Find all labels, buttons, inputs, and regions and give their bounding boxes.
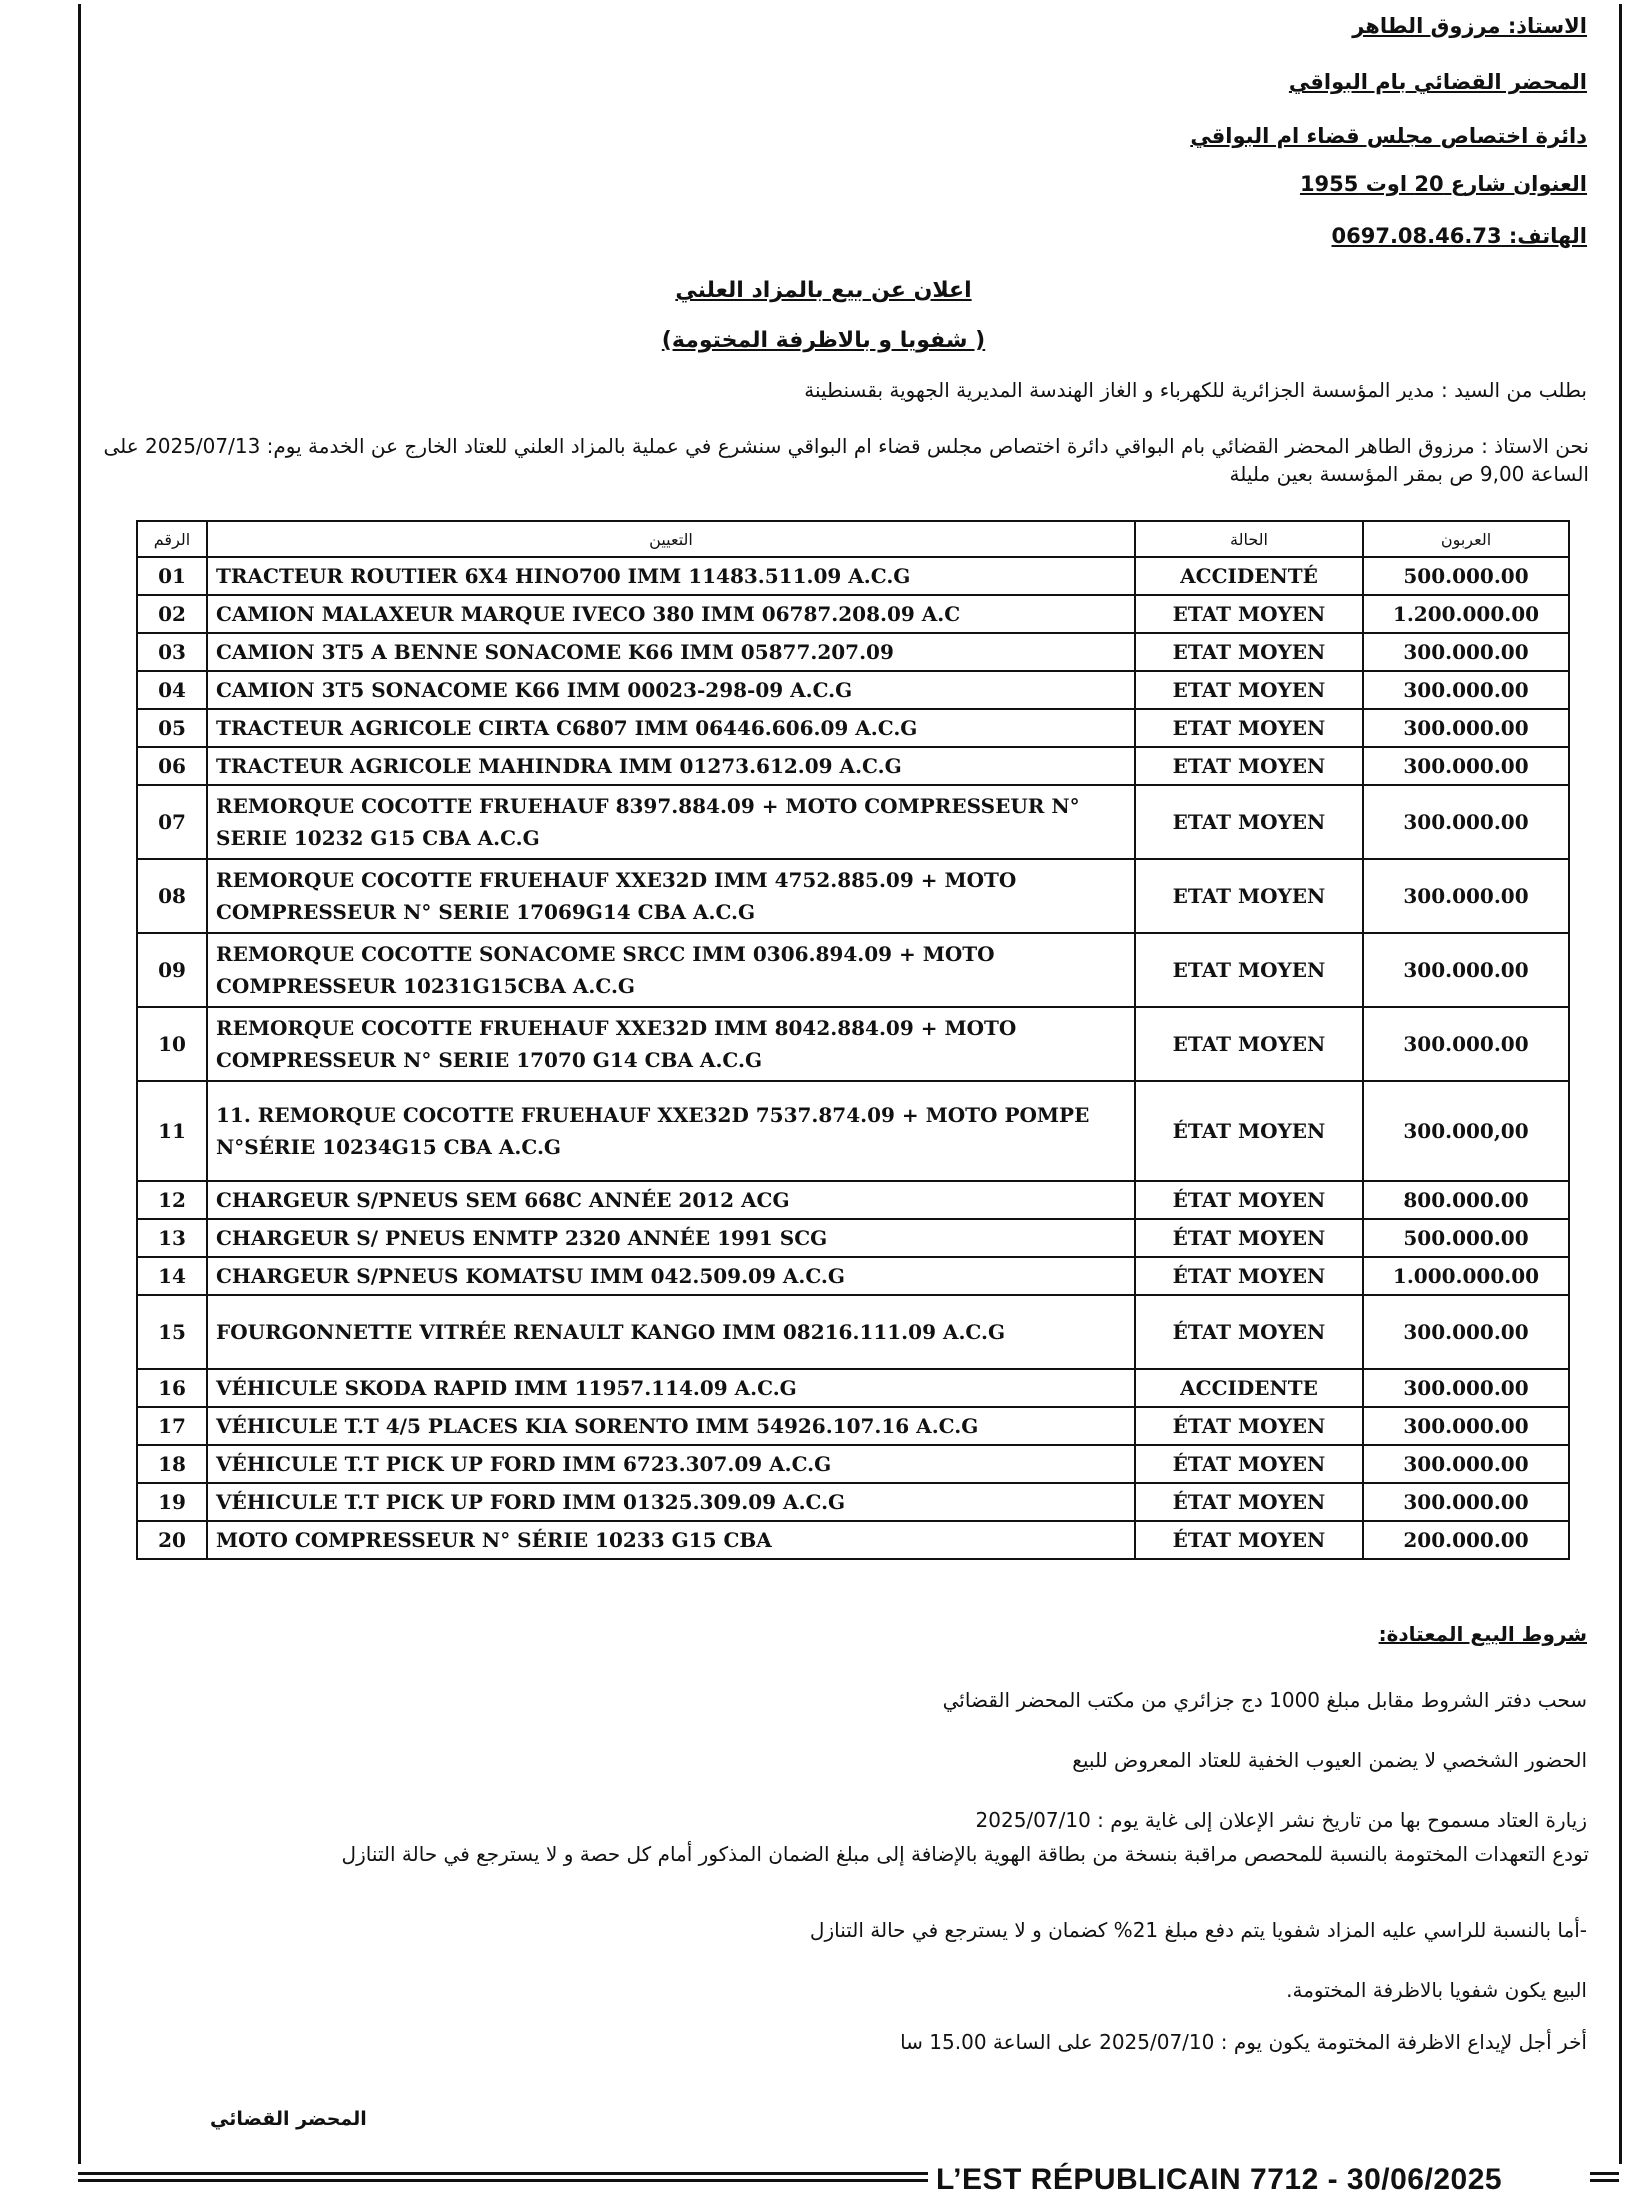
- item-number: 15: [137, 1295, 207, 1369]
- item-deposit: 300.000.00: [1363, 1483, 1569, 1521]
- item-number: 06: [137, 747, 207, 785]
- conditions-title: شروط البيع المعتادة:: [1378, 1622, 1587, 1646]
- table-row: [137, 1257, 1569, 1295]
- table-row: [137, 1483, 1569, 1521]
- item-deposit: 300.000.00: [1363, 933, 1569, 1007]
- table-row: [137, 595, 1569, 633]
- item-state: ÉTAT MOYEN: [1135, 1295, 1363, 1369]
- condition-6: البيع يكون شفويا بالاظرفة المختومة.: [1286, 1978, 1587, 2002]
- item-deposit: 300.000.00: [1363, 1445, 1569, 1483]
- address: العنوان شارع 20 اوت 1955: [1299, 172, 1587, 196]
- item-deposit: 300.000.00: [1363, 1369, 1569, 1407]
- item-number: 07: [137, 785, 207, 859]
- item-designation: VÉHICULE T.T 4/5 PLACES KIA SORENTO IMM 54926.107.16 A.C.G: [207, 1407, 1135, 1445]
- table-row: [137, 859, 1569, 933]
- jurisdiction: دائرة اختصاص مجلس قضاء ام البواقي: [1190, 124, 1587, 148]
- bottom-rule-left: [78, 2172, 928, 2182]
- header-state: الحالة: [1135, 521, 1363, 557]
- item-state: ETAT MOYEN: [1135, 709, 1363, 747]
- item-state: ETAT MOYEN: [1135, 933, 1363, 1007]
- intro-paragraph: نحن الاستاذ : مرزوق الطاهر المحضر القضائي بام البواقي دائرة اختصاص مجلس قضاء ام البواقي سنشرع في عملية بالمزاد العلني للعتاد الخارج عن الخدمة يوم: 2025/07/13 على الساعة 9,00 ص بمقر المؤسسة بعين مليلة: [103, 434, 1589, 486]
- item-number: 16: [137, 1369, 207, 1407]
- table-row: [137, 1081, 1569, 1181]
- item-designation: REMORQUE COCOTTE SONACOME SRCC IMM 0306.894.09 + MOTO COMPRESSEUR 10231G15CBA A.C.G: [207, 933, 1135, 1007]
- item-designation: TRACTEUR ROUTIER 6X4 HINO700 IMM 11483.511.09 A.C.G: [207, 557, 1135, 595]
- item-state: ETAT MOYEN: [1135, 785, 1363, 859]
- item-designation: CHARGEUR S/ PNEUS ENMTP 2320 ANNÉE 1991 SCG: [207, 1219, 1135, 1257]
- condition-1: سحب دفتر الشروط مقابل مبلغ 1000 دج جزائري من مكتب المحضر القضائي: [942, 1688, 1587, 1712]
- table-row: [137, 1295, 1569, 1369]
- item-number: 12: [137, 1181, 207, 1219]
- item-deposit: 300.000.00: [1363, 1295, 1569, 1369]
- newspaper-banner: L’EST RÉPUBLICAIN 7712 - 30/06/2025: [930, 2163, 1508, 2197]
- item-deposit: 200.000.00: [1363, 1521, 1569, 1559]
- item-deposit: 300.000.00: [1363, 747, 1569, 785]
- item-deposit: 300.000.00: [1363, 859, 1569, 933]
- item-designation: VÉHICULE T.T PICK UP FORD IMM 01325.309.09 A.C.G: [207, 1483, 1135, 1521]
- item-state: ETAT MOYEN: [1135, 595, 1363, 633]
- item-state: ÉTAT MOYEN: [1135, 1257, 1363, 1295]
- item-deposit: 500.000.00: [1363, 557, 1569, 595]
- item-deposit: 300.000.00: [1363, 1007, 1569, 1081]
- item-state: ETAT MOYEN: [1135, 671, 1363, 709]
- item-deposit: 300.000.00: [1363, 633, 1569, 671]
- item-state: ÉTAT MOYEN: [1135, 1483, 1363, 1521]
- item-designation: REMORQUE COCOTTE FRUEHAUF XXE32D IMM 8042.884.09 + MOTO COMPRESSEUR N° SERIE 17070 G14 CBA A.C.G: [207, 1007, 1135, 1081]
- item-number: 11: [137, 1081, 207, 1181]
- item-state: ÉTAT MOYEN: [1135, 1521, 1363, 1559]
- item-designation: TRACTEUR AGRICOLE CIRTA C6807 IMM 06446.606.09 A.C.G: [207, 709, 1135, 747]
- item-designation: FOURGONNETTE VITRÉE RENAULT KANGO IMM 08216.111.09 A.C.G: [207, 1295, 1135, 1369]
- notice-title: اعلان عن بيع بالمزاد العلني: [675, 278, 972, 303]
- item-number: 03: [137, 633, 207, 671]
- item-deposit: 1.200.000.00: [1363, 595, 1569, 633]
- item-state: ÉTAT MOYEN: [1135, 1445, 1363, 1483]
- item-number: 04: [137, 671, 207, 709]
- item-state: ACCIDENTÉ: [1135, 557, 1363, 595]
- lawyer-role: المحضر القضائي بام البواقي: [1288, 70, 1587, 94]
- item-designation: CAMION 3T5 SONACOME K66 IMM 00023-298-09 A.C.G: [207, 671, 1135, 709]
- item-designation: TRACTEUR AGRICOLE MAHINDRA IMM 01273.612.09 A.C.G: [207, 747, 1135, 785]
- item-number: 20: [137, 1521, 207, 1559]
- item-number: 14: [137, 1257, 207, 1295]
- header-designation: التعيين: [207, 521, 1135, 557]
- item-number: 02: [137, 595, 207, 633]
- item-number: 18: [137, 1445, 207, 1483]
- table-row: [137, 1521, 1569, 1559]
- table-row: [137, 747, 1569, 785]
- table-row: [137, 1219, 1569, 1257]
- condition-5: -أما بالنسبة للراسي عليه المزاد شفويا يتم دفع مبلغ 21% كضمان و لا يسترجع في حالة التنازل: [809, 1918, 1587, 1942]
- item-deposit: 300.000.00: [1363, 1407, 1569, 1445]
- item-designation: REMORQUE COCOTTE FRUEHAUF 8397.884.09 + MOTO COMPRESSEUR N° SERIE 10232 G15 CBA A.C.G: [207, 785, 1135, 859]
- item-designation: CHARGEUR S/PNEUS KOMATSU IMM 042.509.09 A.C.G: [207, 1257, 1135, 1295]
- table-row: [137, 933, 1569, 1007]
- table-row: [137, 1369, 1569, 1407]
- table-row: [137, 1007, 1569, 1081]
- item-state: ÉTAT MOYEN: [1135, 1081, 1363, 1181]
- item-deposit: 500.000.00: [1363, 1219, 1569, 1257]
- item-number: 01: [137, 557, 207, 595]
- item-designation: VÉHICULE SKODA RAPID IMM 11957.114.09 A.C.G: [207, 1369, 1135, 1407]
- item-deposit: 1.000.000.00: [1363, 1257, 1569, 1295]
- item-state: ÉTAT MOYEN: [1135, 1219, 1363, 1257]
- item-state: ÉTAT MOYEN: [1135, 1181, 1363, 1219]
- table-row: [137, 1407, 1569, 1445]
- table-row: [137, 671, 1569, 709]
- item-deposit: 300.000.00: [1363, 671, 1569, 709]
- item-designation: CAMION MALAXEUR MARQUE IVECO 380 IMM 06787.208.09 A.C: [207, 595, 1135, 633]
- item-designation: 11. REMORQUE COCOTTE FRUEHAUF XXE32D 7537.874.09 + MOTO POMPE N°SÉRIE 10234G15 CBA A.C.G: [207, 1081, 1135, 1181]
- item-number: 08: [137, 859, 207, 933]
- item-designation: CHARGEUR S/PNEUS SEM 668C ANNÉE 2012 ACG: [207, 1181, 1135, 1219]
- item-deposit: 300.000.00: [1363, 785, 1569, 859]
- item-designation: CAMION 3T5 A BENNE SONACOME K66 IMM 05877.207.09: [207, 633, 1135, 671]
- lawyer-name: الاستاذ: مرزوق الطاهر: [1352, 14, 1587, 38]
- phone: الهاتف: 0697.08.46.73: [1331, 224, 1587, 248]
- item-number: 10: [137, 1007, 207, 1081]
- item-state: ACCIDENTE: [1135, 1369, 1363, 1407]
- table-row: [137, 785, 1569, 859]
- condition-3: زيارة العتاد مسموح بها من تاريخ نشر الإعلان إلى غاية يوم : 2025/07/10: [975, 1808, 1587, 1832]
- signature: المحضر القضائي: [210, 2108, 367, 2130]
- table-row: [137, 709, 1569, 747]
- condition-4: تودع التعهدات المختومة بالنسبة للمحصص مراقبة بنسخة من بطاقة الهوية بالإضافة إلى مبلغ الضمان المذكور أمام كل حصة و لا يسترجع في حالة التنازل: [341, 1842, 1589, 1866]
- condition-7: أخر أجل لإيداع الاظرفة المختومة يكون يوم : 2025/07/10 على الساعة 15.00 سا: [900, 2030, 1587, 2054]
- header-num: الرقم: [137, 521, 207, 557]
- table-row: [137, 557, 1569, 595]
- notice-subtitle: ( شفويا و بالاظرفة المختومة): [661, 328, 986, 353]
- items-table: [136, 520, 1570, 1560]
- item-state: ETAT MOYEN: [1135, 859, 1363, 933]
- header-deposit: العربون: [1363, 521, 1569, 557]
- item-number: 17: [137, 1407, 207, 1445]
- item-number: 05: [137, 709, 207, 747]
- item-state: ÉTAT MOYEN: [1135, 1407, 1363, 1445]
- table-row: [137, 1181, 1569, 1219]
- item-deposit: 300.000,00: [1363, 1081, 1569, 1181]
- condition-2: الحضور الشخصي لا يضمن العيوب الخفية للعتاد المعروض للبيع: [1072, 1748, 1587, 1772]
- item-deposit: 800.000.00: [1363, 1181, 1569, 1219]
- item-number: 19: [137, 1483, 207, 1521]
- item-designation: MOTO COMPRESSEUR N° SÉRIE 10233 G15 CBA: [207, 1521, 1135, 1559]
- bottom-rule-right: [1590, 2172, 1619, 2182]
- item-deposit: 300.000.00: [1363, 709, 1569, 747]
- item-state: ETAT MOYEN: [1135, 1007, 1363, 1081]
- item-state: ETAT MOYEN: [1135, 633, 1363, 671]
- table-header-row: [137, 521, 1569, 557]
- item-designation: VÉHICULE T.T PICK UP FORD IMM 6723.307.09 A.C.G: [207, 1445, 1135, 1483]
- item-state: ETAT MOYEN: [1135, 747, 1363, 785]
- table-row: [137, 1445, 1569, 1483]
- requester: بطلب من السيد : مدير المؤسسة الجزائرية للكهرباء و الغاز الهندسة المديرية الجهوية بقسنطينة: [804, 378, 1587, 402]
- table-row: [137, 633, 1569, 671]
- item-designation: REMORQUE COCOTTE FRUEHAUF XXE32D IMM 4752.885.09 + MOTO COMPRESSEUR N° SERIE 17069G14 CBA A.C.G: [207, 859, 1135, 933]
- item-number: 09: [137, 933, 207, 1007]
- item-number: 13: [137, 1219, 207, 1257]
